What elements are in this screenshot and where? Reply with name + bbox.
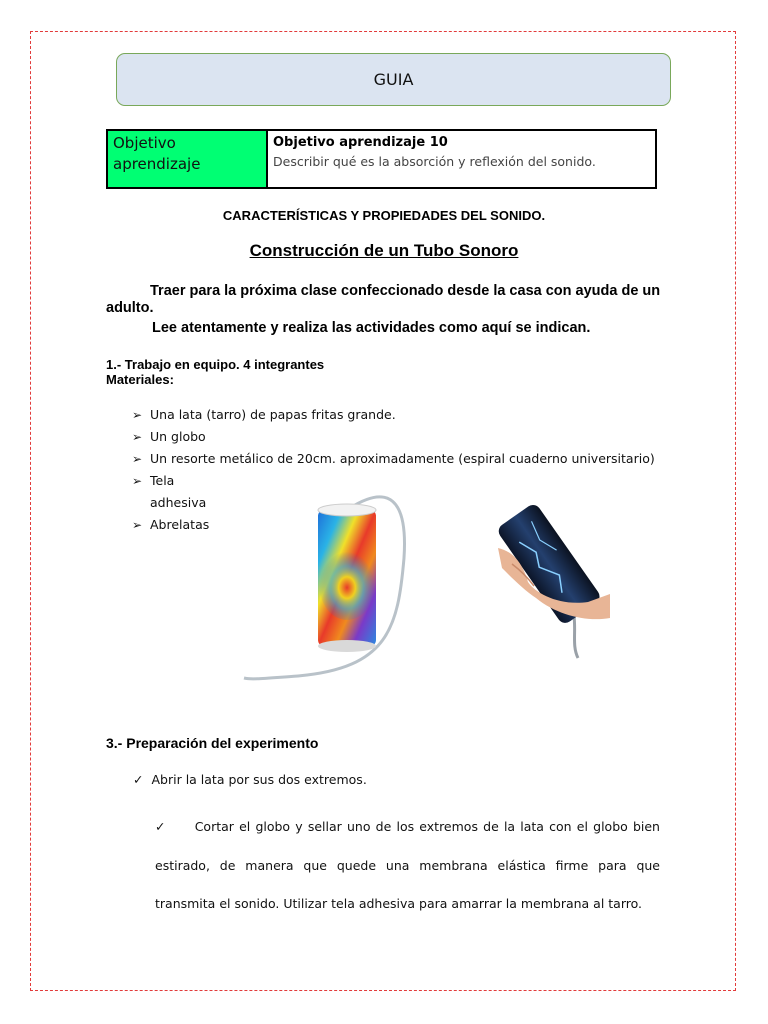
list-item xyxy=(132,448,655,470)
guia-header xyxy=(116,53,671,106)
guia-title: GUIA xyxy=(373,70,414,89)
step-item xyxy=(133,772,367,787)
arrow-bullet-icon: ➢ xyxy=(132,430,143,444)
list-item xyxy=(132,426,655,448)
intro-line-2: Lee atentamente y realiza las actividades como aquí se indican. xyxy=(152,320,591,336)
materials-label: Materiales: xyxy=(106,372,174,387)
arrow-bullet-icon: ➢ xyxy=(132,408,143,422)
material-text: Tela adhesiva xyxy=(150,473,207,510)
material-text: Un globo xyxy=(150,429,206,444)
step-text: Abrir la lata por sus dos extremos. xyxy=(151,772,367,787)
section-1-heading xyxy=(106,357,324,387)
objective-label: Objetivo aprendizaje xyxy=(107,130,267,188)
step-item xyxy=(155,808,660,924)
arrow-bullet-icon: ➢ xyxy=(132,452,143,466)
list-item xyxy=(132,404,655,426)
checkmark-icon: ✓ xyxy=(155,819,167,834)
objective-content xyxy=(267,130,656,188)
section-1-title: 1.- Trabajo en equipo. 4 integrantes xyxy=(106,357,325,372)
hand-holding-tube-image xyxy=(488,498,616,660)
material-text: Una lata (tarro) de papas fritas grande. xyxy=(150,407,396,422)
objective-description: Describir qué es la absorción y reflexión del sonido. xyxy=(273,154,596,169)
objective-table xyxy=(106,129,657,189)
subtitle: CARACTERÍSTICAS Y PROPIEDADES DEL SONIDO. xyxy=(222,208,546,223)
checkmark-icon: ✓ xyxy=(133,772,144,787)
intro-line-1: Traer para la próxima clase confeccionado desde la casa con ayuda de un adulto. xyxy=(106,283,661,316)
section-3-title: 3.- Preparación del experimento xyxy=(106,735,319,751)
material-text: Abrelatas xyxy=(150,517,210,532)
material-text: Un resorte metálico de 20cm. aproximadamente (espiral cuaderno universitario) xyxy=(150,451,655,466)
arrow-bullet-icon: ➢ xyxy=(132,474,143,488)
tie-dye-tube-image xyxy=(238,488,418,688)
step-text: Cortar el globo y sellar uno de los extremos de la lata con el globo bien estirado, de manera que quede una membrana elástica firme para que transmita el sonido. Utilizar tela adhesiva para amarrar la membrana al tarro. xyxy=(155,819,660,911)
page-title: Construcción de un Tubo Sonoro xyxy=(249,241,519,260)
list-item xyxy=(132,470,210,514)
objective-title: Objetivo aprendizaje 10 xyxy=(273,135,448,150)
arrow-bullet-icon: ➢ xyxy=(132,518,143,532)
